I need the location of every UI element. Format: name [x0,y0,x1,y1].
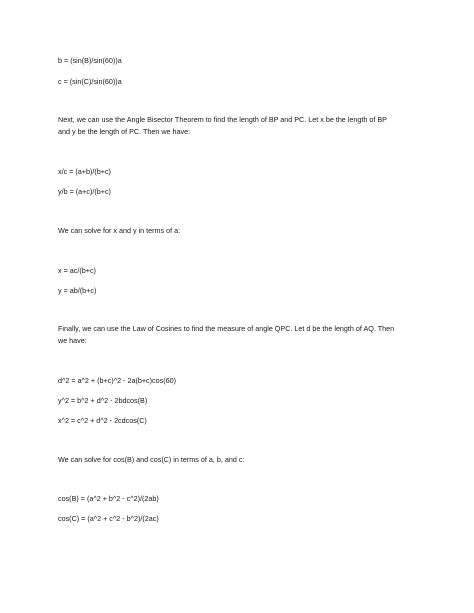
equation-b: b = (sin(B)/sin(60))a [58,56,122,65]
paragraph-cosines-2: we have: [58,336,87,345]
equation-d-squared: d^2 = a^2 + (b+c)^2 - 2a(b+c)cos(60) [58,376,176,385]
equation-x-over-c: x/c = (a+b)/(b+c) [58,167,111,176]
paragraph-bisector-2: and y be the length of PC. Then we have: [58,127,191,136]
equation-x: x = ac/(b+c) [58,266,96,275]
equation-cos-c: cos(C) = (a^2 + c^2 - b^2)/(2ac) [58,514,159,523]
equation-x-squared: x^2 = c^2 + d^2 - 2cdcos(C) [58,416,147,425]
paragraph-solve-xy: We can solve for x and y in terms of a: [58,226,181,235]
equation-y: y = ab/(b+c) [58,286,97,295]
equation-c: c = (sin(C)/sin(60))a [58,77,122,86]
equation-cos-b: cos(B) = (a^2 + b^2 - c^2)/(2ab) [58,494,159,503]
paragraph-bisector-1: Next, we can use the Angle Bisector Theorem to find the length of BP and PC. Let x be the length of BP [58,115,387,124]
equation-y-squared: y^2 = b^2 + d^2 - 2bdcos(B) [58,396,148,405]
equation-y-over-b: y/b = (a+c)/(b+c) [58,187,111,196]
paragraph-solve-cos: We can solve for cos(B) and cos(C) in terms of a, b, and c: [58,455,245,464]
paragraph-cosines-1: Finally, we can use the Law of Cosines to find the measure of angle QPC. Let d be the length of AQ. Then [58,324,395,333]
